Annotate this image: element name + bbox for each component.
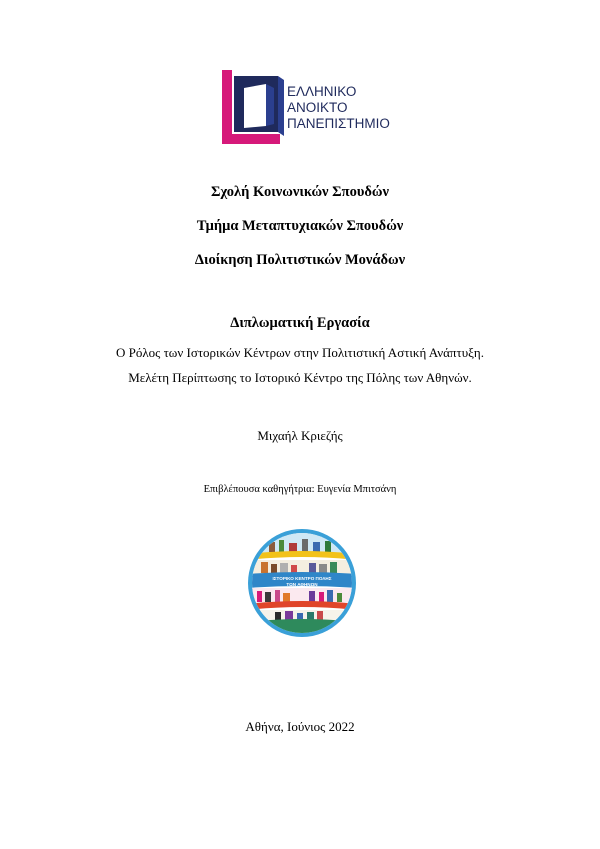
university-logo-text xyxy=(287,84,390,132)
emblem-label-line-2: ΤΩΝ ΑΘΗΝΩΝ xyxy=(286,582,318,587)
logo-line-1: ΕΛΛΗΝΙΚΟ xyxy=(287,84,357,99)
university-logo xyxy=(222,70,412,144)
emblem-label-line-1: ΙΣΤΟΡΙΚΟ ΚΕΝΤΡΟ ΠΟΛΗΣ xyxy=(272,576,332,581)
thesis-title-line-1: Ο Ρόλος των Ιστορικών Κέντρων στην Πολιτιστική Αστική Ανάπτυξη. xyxy=(116,345,484,360)
program-heading: Διοίκηση Πολιτιστικών Μονάδων xyxy=(194,252,406,268)
logo-line-2: ΑΝΟΙΚΤΟ xyxy=(287,100,348,115)
supervisor: Επιβλέπουσα καθηγήτρια: Ευγενία Μπιτσάνη xyxy=(203,484,397,495)
author-name: Μιχαήλ Κριεζής xyxy=(257,428,343,443)
logo-line-3: ΠΑΝΕΠΙΣΤΗΜΙΟ xyxy=(287,116,390,131)
school-heading: Σχολή Κοινωνικών Σπουδών xyxy=(211,184,389,200)
historic-center-emblem xyxy=(247,528,357,638)
department-heading: Τμήμα Μεταπτυχιακών Σπουδών xyxy=(196,218,404,234)
place-date: Αθήνα, Ιούνιος 2022 xyxy=(245,719,355,734)
university-logo-mark-icon xyxy=(222,70,284,144)
thesis-title-line-2: Μελέτη Περίπτωσης το Ιστορικό Κέντρο της Πόλης των Αθηνών. xyxy=(128,370,472,385)
document-type: Διπλωματική Εργασία xyxy=(230,315,370,331)
